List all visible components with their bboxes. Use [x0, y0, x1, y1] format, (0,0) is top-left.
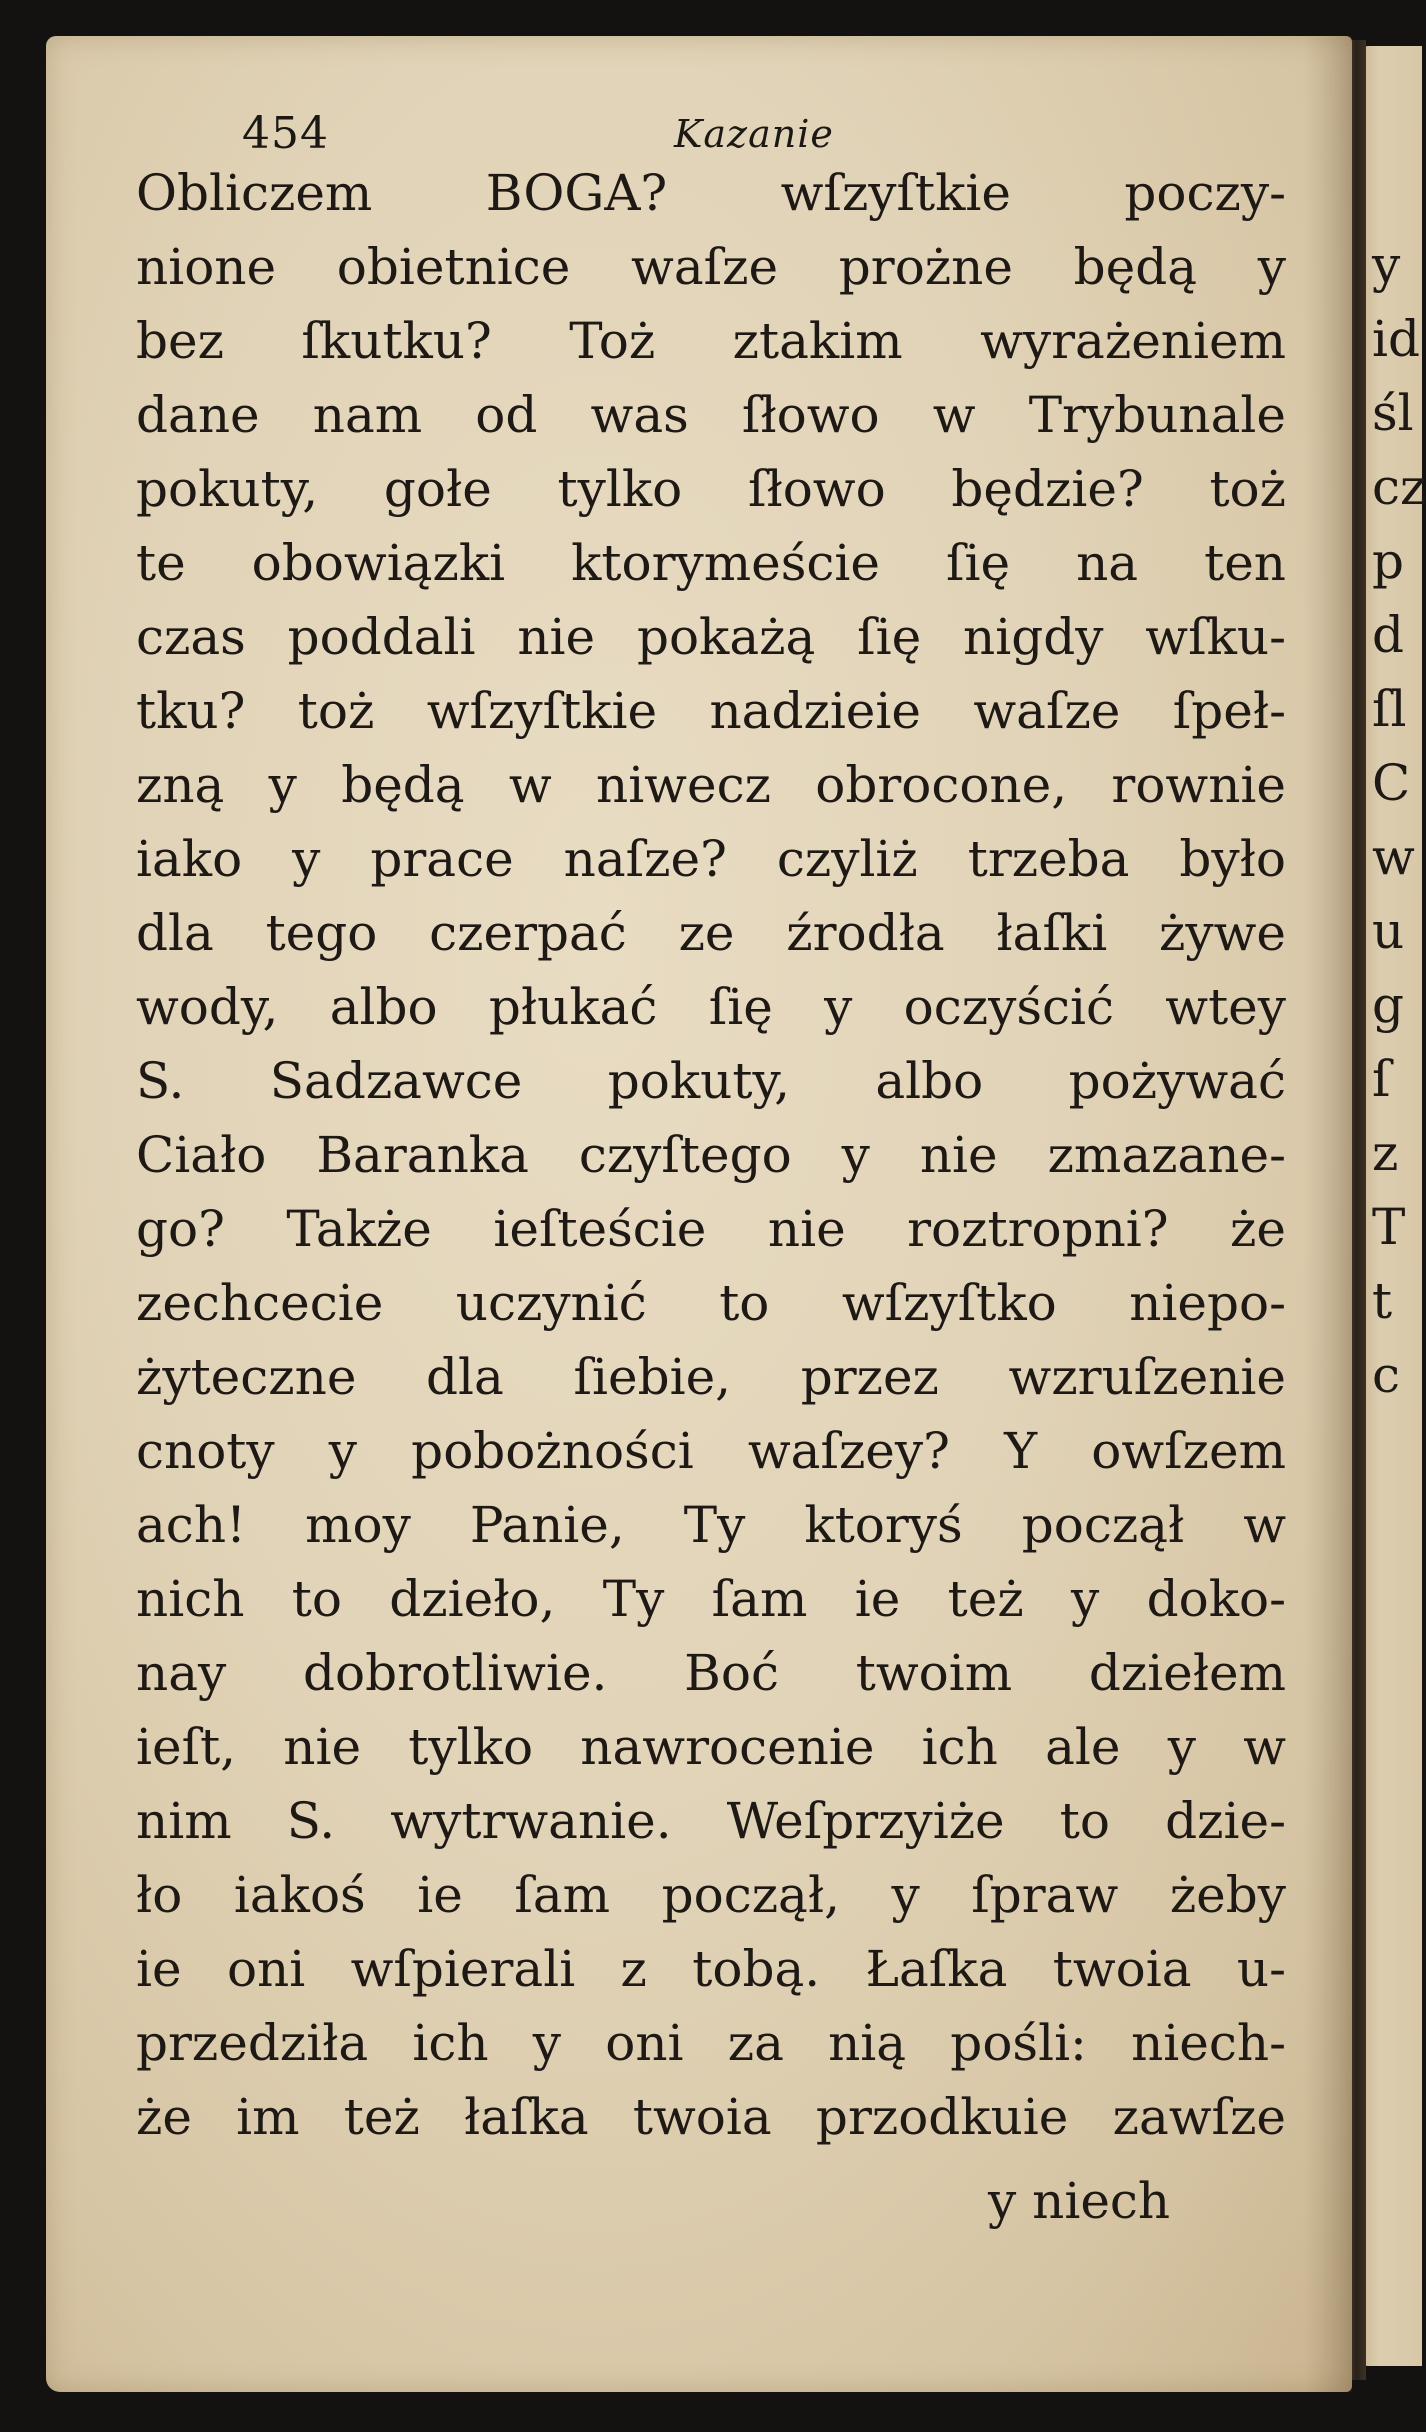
next-page-fragment: cz	[1372, 458, 1426, 516]
next-page-fragment: g	[1372, 976, 1405, 1034]
text-line: ach! moy Panie, Ty ktoryś począł w	[136, 1496, 1286, 1554]
text-line: dane nam od was ſłowo w Trybunale	[136, 386, 1286, 444]
text-line: nim S. wytrwanie. Weſprzyiże to dzie-	[136, 1792, 1286, 1850]
text-line: ie oni wſpierali z tobą. Łaſka twoia u-	[136, 1940, 1286, 1998]
text-line: przedziła ich y oni za nią pośli: niech-	[136, 2014, 1286, 2072]
text-line: czas poddali nie pokażą ſię nigdy wſku-	[136, 608, 1286, 666]
next-page-fragment: p	[1372, 532, 1405, 590]
page-number: 454	[242, 108, 329, 159]
book-page	[46, 36, 1352, 2392]
text-line: cnoty y pobożności waſzey? Y owſzem	[136, 1422, 1286, 1480]
text-line: Obliczem BOGA? wſzyſtkie poczy-	[136, 164, 1286, 222]
text-line: zechcecie uczynić to wſzyſtko niepo-	[136, 1274, 1286, 1332]
next-page-fragment: c	[1372, 1346, 1401, 1404]
text-line: ło iakoś ie ſam począł, y ſpraw żeby	[136, 1866, 1286, 1924]
next-page-fragment: z	[1372, 1124, 1399, 1182]
text-line: Ciało Baranka czyſtego y nie zmazane-	[136, 1126, 1286, 1184]
text-line: ieſt, nie tylko nawrocenie ich ale y w	[136, 1718, 1286, 1776]
text-line: nione obietnice waſze prożne będą y	[136, 238, 1286, 296]
next-page-fragment: C	[1372, 754, 1411, 812]
next-page-text	[1362, 228, 1426, 1412]
text-line: S. Sadzawce pokuty, albo pożywać	[136, 1052, 1286, 1110]
text-line: że im też łaſka twoia przodkuie zawſze	[136, 2088, 1286, 2146]
next-page-fragment: t	[1372, 1272, 1393, 1330]
text-line: bez ſkutku? Toż ztakim wyrażeniem	[136, 312, 1286, 370]
text-line: nich to dzieło, Ty ſam ie też y doko-	[136, 1570, 1286, 1628]
catchword: y niech	[988, 2172, 1171, 2230]
next-page-fragment: ſ	[1372, 1050, 1391, 1108]
text-line: wody, albo płukać ſię y oczyścić wtey	[136, 978, 1286, 1036]
next-page-fragment: T	[1372, 1198, 1406, 1256]
next-page-fragment: y	[1372, 236, 1401, 294]
text-line: iako y prace naſze? czyliż trzeba było	[136, 830, 1286, 888]
next-page-fragment: ſl	[1372, 680, 1407, 738]
text-line: nay dobrotliwie. Boć twoim dziełem	[136, 1644, 1286, 1702]
text-line: żyteczne dla ſiebie, przez wzruſzenie	[136, 1348, 1286, 1406]
body-text	[136, 156, 1286, 2154]
text-line: zną y będą w niwecz obrocone, rownie	[136, 756, 1286, 814]
text-line: te obowiązki ktorymeście ſię na ten	[136, 534, 1286, 592]
text-line: tku? toż wſzyſtkie nadzieie waſze ſpeł-	[136, 682, 1286, 740]
text-line: dla tego czerpać ze źrodła łaſki żywe	[136, 904, 1286, 962]
next-page-fragment: w	[1372, 828, 1415, 886]
text-line: pokuty, gołe tylko ſłowo będzie? toż	[136, 460, 1286, 518]
next-page-fragment: śl	[1372, 384, 1414, 442]
next-page-edge	[1362, 46, 1426, 2366]
next-page-fragment: id	[1372, 310, 1420, 368]
next-page-fragment: d	[1372, 606, 1405, 664]
next-page-fragment: u	[1372, 902, 1405, 960]
text-line: go? Także ieſteście nie roztropni? że	[136, 1200, 1286, 1258]
running-title: Kazanie	[674, 112, 834, 156]
